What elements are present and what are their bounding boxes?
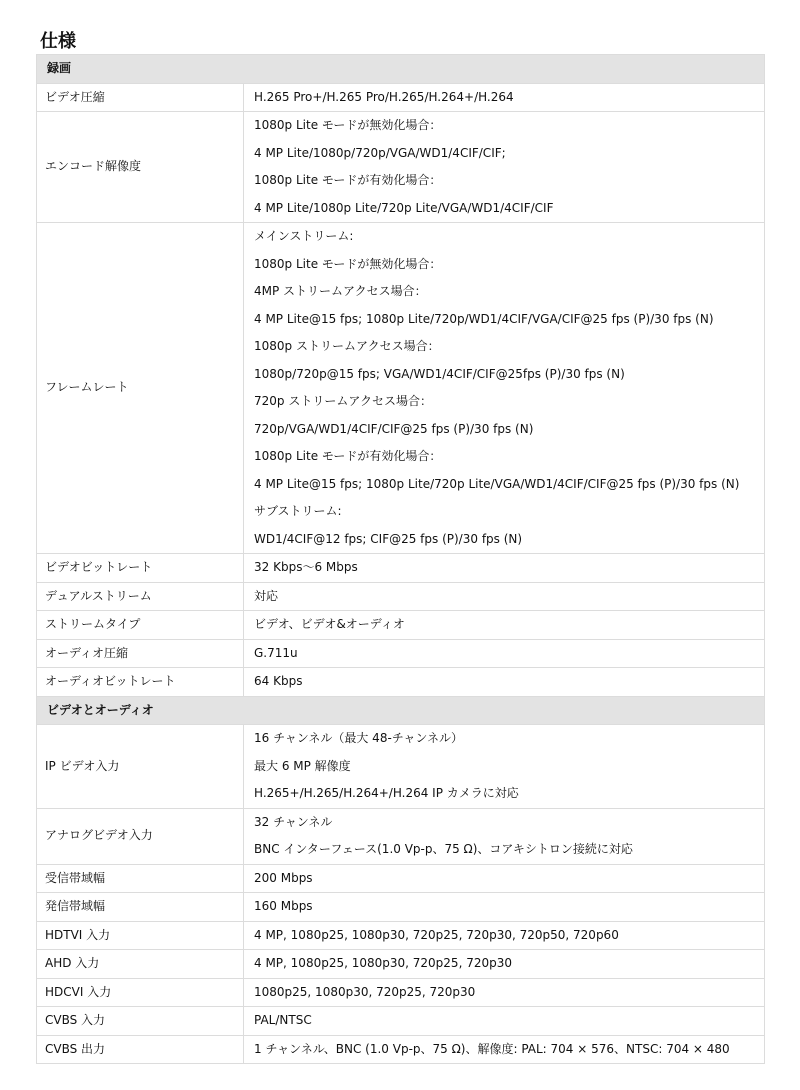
spec-value bbox=[244, 950, 765, 979]
spec-value bbox=[244, 611, 765, 640]
spec-value-line: 1080p Lite モードが無効化場合： bbox=[254, 256, 442, 271]
spec-value bbox=[244, 864, 765, 893]
spec-row bbox=[37, 582, 765, 611]
spec-label: AHD 入力 bbox=[37, 950, 244, 979]
spec-label: IP ビデオ入力 bbox=[37, 725, 244, 809]
spec-value-line: 1 チャンネル、BNC (1.0 Vp-p、75 Ω)、解像度: PAL: 704 × 576、NTSC: 704 × 480 bbox=[254, 1041, 730, 1056]
spec-row bbox=[37, 223, 765, 554]
spec-value-line: 32 Kbps～6 Mbps bbox=[254, 560, 358, 574]
spec-value-line: 4 MP, 1080p25, 1080p30, 720p25, 720p30, 720p50, 720p60 bbox=[254, 927, 619, 942]
spec-label: HDTVI 入力 bbox=[37, 921, 244, 950]
spec-value bbox=[244, 554, 765, 583]
spec-row bbox=[37, 893, 765, 922]
spec-value-line: PAL/NTSC bbox=[254, 1013, 312, 1027]
spec-value bbox=[244, 1035, 765, 1064]
spec-value-line: H.265+/H.265/H.264+/H.264 IP カメラに対応 bbox=[254, 786, 519, 800]
spec-value bbox=[244, 725, 765, 809]
spec-value-line: 32 チャンネル bbox=[254, 814, 333, 829]
spec-value-line: 1080p Lite モードが有効化場合： bbox=[254, 449, 442, 463]
spec-label: ストリームタイプ bbox=[37, 611, 244, 640]
spec-value-line: 4MP ストリームアクセス場合： bbox=[254, 284, 427, 298]
spec-value-line: 最大 6 MP 解像度 bbox=[254, 758, 351, 773]
spec-value bbox=[244, 639, 765, 668]
spec-value-line: 720p ストリームアクセス場合： bbox=[254, 394, 432, 408]
spec-value-line: WD1/4CIF@12 fps; CIF@25 fps (P)/30 fps (N) bbox=[254, 531, 523, 546]
spec-value-line: 4 MP Lite@15 fps; 1080p Lite/720p Lite/VGA/WD1/4CIF/CIF@25 fps (P)/30 fps (N) bbox=[254, 476, 740, 491]
spec-value-line: 4 MP Lite/1080p/720p/VGA/WD1/4CIF/CIF; bbox=[254, 145, 506, 160]
spec-row bbox=[37, 554, 765, 583]
spec-label: エンコード解像度 bbox=[37, 112, 244, 223]
spec-value bbox=[244, 921, 765, 950]
spec-row bbox=[37, 950, 765, 979]
spec-value bbox=[244, 808, 765, 864]
spec-value-line: ビデオ、ビデオ&オーディオ bbox=[254, 617, 405, 631]
spec-label: CVBS 入力 bbox=[37, 1007, 244, 1036]
spec-row bbox=[37, 1007, 765, 1036]
spec-value-line: 200 Mbps bbox=[254, 870, 313, 885]
spec-row bbox=[37, 725, 765, 809]
spec-label: オーディオ圧縮 bbox=[37, 639, 244, 668]
section-title: ビデオとオーディオ bbox=[37, 696, 765, 725]
spec-value-line: 4 MP, 1080p25, 1080p30, 720p25, 720p30 bbox=[254, 956, 512, 970]
spec-value-line: サブストリーム: bbox=[254, 504, 342, 518]
spec-value-line: 対応 bbox=[254, 588, 279, 603]
spec-table-body bbox=[37, 55, 765, 1064]
spec-row bbox=[37, 668, 765, 697]
spec-label: アナログビデオ入力 bbox=[37, 808, 244, 864]
spec-label: ビデオ圧縮 bbox=[37, 83, 244, 112]
spec-label: フレームレート bbox=[37, 223, 244, 554]
spec-row bbox=[37, 864, 765, 893]
spec-table bbox=[36, 54, 765, 1064]
spec-value bbox=[244, 112, 765, 223]
spec-row bbox=[37, 1035, 765, 1064]
spec-value-line: 64 Kbps bbox=[254, 674, 303, 688]
spec-row bbox=[37, 921, 765, 950]
spec-value-line: 160 Mbps bbox=[254, 899, 313, 913]
spec-label: オーディオビットレート bbox=[37, 668, 244, 697]
section-header bbox=[37, 696, 765, 725]
spec-row bbox=[37, 808, 765, 864]
spec-value bbox=[244, 668, 765, 697]
spec-value-line: 16 チャンネル（最大 48-チャンネル） bbox=[254, 731, 464, 745]
spec-row bbox=[37, 611, 765, 640]
spec-row bbox=[37, 978, 765, 1007]
spec-value-line: 1080p25, 1080p30, 720p25, 720p30 bbox=[254, 984, 476, 999]
spec-value bbox=[244, 83, 765, 112]
spec-value-line: 1080p/720p@15 fps; VGA/WD1/4CIF/CIF@25fps (P)/30 fps (N) bbox=[254, 366, 625, 381]
spec-value-line: 4 MP Lite@15 fps; 1080p Lite/720p/WD1/4CIF/VGA/CIF@25 fps (P)/30 fps (N) bbox=[254, 311, 714, 326]
spec-value-line: G.711u bbox=[254, 645, 298, 660]
spec-value bbox=[244, 893, 765, 922]
spec-value-line: 720p/VGA/WD1/4CIF/CIF@25 fps (P)/30 fps (N) bbox=[254, 421, 534, 436]
spec-label: 受信帯域幅 bbox=[37, 864, 244, 893]
spec-value-line: メインストリーム: bbox=[254, 229, 354, 243]
spec-value-line: 4 MP Lite/1080p Lite/720p Lite/VGA/WD1/4CIF/CIF bbox=[254, 200, 554, 215]
spec-value-line: H.265 Pro+/H.265 Pro/H.265/H.264+/H.264 bbox=[254, 89, 514, 104]
spec-label: ビデオビットレート bbox=[37, 554, 244, 583]
spec-value bbox=[244, 582, 765, 611]
spec-value-line: BNC インターフェース(1.0 Vp-p、75 Ω)、コアキシトロン接続に対応 bbox=[254, 842, 633, 856]
spec-value bbox=[244, 978, 765, 1007]
spec-label: 発信帯域幅 bbox=[37, 893, 244, 922]
spec-value-line: 1080p Lite モードが有効化場合： bbox=[254, 173, 442, 187]
spec-label: HDCVI 入力 bbox=[37, 978, 244, 1007]
section-header bbox=[37, 55, 765, 84]
spec-row bbox=[37, 83, 765, 112]
spec-label: CVBS 出力 bbox=[37, 1035, 244, 1064]
spec-row bbox=[37, 112, 765, 223]
spec-value-line: 1080p ストリームアクセス場合： bbox=[254, 339, 440, 353]
spec-row bbox=[37, 639, 765, 668]
section-title: 録画 bbox=[37, 55, 765, 84]
spec-value-line: 1080p Lite モードが無効化場合： bbox=[254, 118, 442, 132]
spec-value bbox=[244, 223, 765, 554]
spec-label: デュアルストリーム bbox=[37, 582, 244, 611]
page-title: 仕様 bbox=[40, 31, 76, 52]
spec-value bbox=[244, 1007, 765, 1036]
